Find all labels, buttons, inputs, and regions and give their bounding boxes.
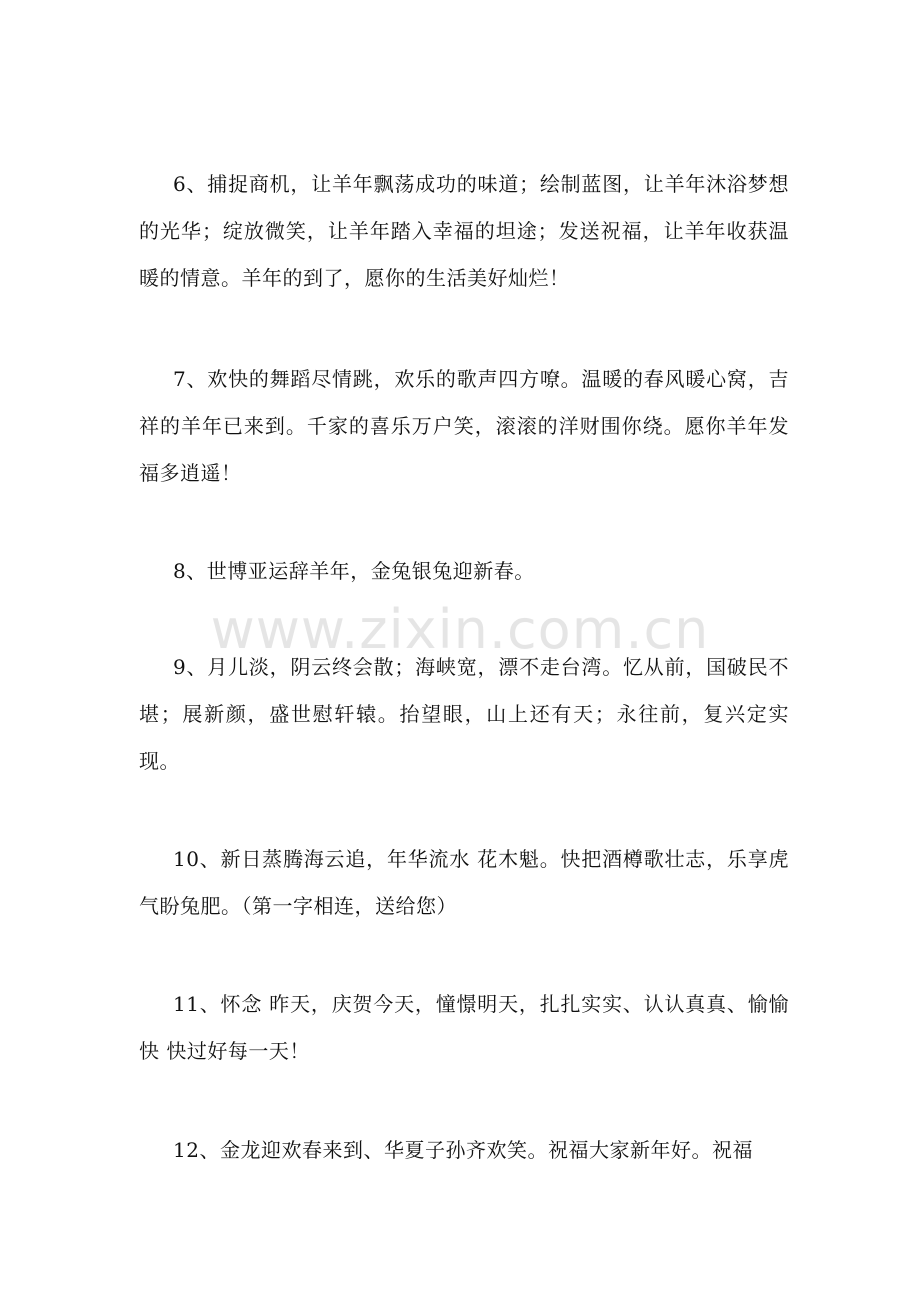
paragraph-8: 8、世博亚运辞羊年，金兔银兔迎新春。 bbox=[173, 559, 535, 583]
paragraph-11: 11、怀念 昨天，庆贺今天，憧憬明天，扎扎实实、认认真真、愉愉快 快过好每一天！ bbox=[139, 992, 789, 1063]
watermark: www.zixin.com.cn bbox=[210, 598, 710, 661]
paragraph-6: 6、捕捉商机，让羊年飘荡成功的味道；绘制蓝图，让羊年沐浴梦想的光华；绽放微笑，让羊年踏入幸福的坦途；发送祝福，让羊年收获温暖的情意。羊年的到了，愿你的生活美好灿烂！ bbox=[139, 172, 789, 290]
paragraph-7: 7、欢快的舞蹈尽情跳，欢乐的歌声四方嘹。温暖的春风暖心窝，吉祥的羊年已来到。千家的喜乐万户笑，滚滚的洋财围你绕。愿你羊年发福多逍遥！ bbox=[139, 367, 789, 485]
paragraph-12: 12、金龙迎欢春来到、华夏子孙齐欢笑。祝福大家新年好。祝福 bbox=[173, 1138, 753, 1162]
paragraph-9: 9、月儿淡，阴云终会散；海峡宽，漂不走台湾。忆从前，国破民不堪；展新颜，盛世慰轩辕。抬望眼，山上还有天；永往前，复兴定实现。 bbox=[139, 655, 789, 773]
paragraph-10: 10、新日蒸腾海云追，年华流水 花木魁。快把酒樽歌壮志，乐享虎气盼兔肥。（第一字相连，送给您） bbox=[139, 847, 789, 918]
